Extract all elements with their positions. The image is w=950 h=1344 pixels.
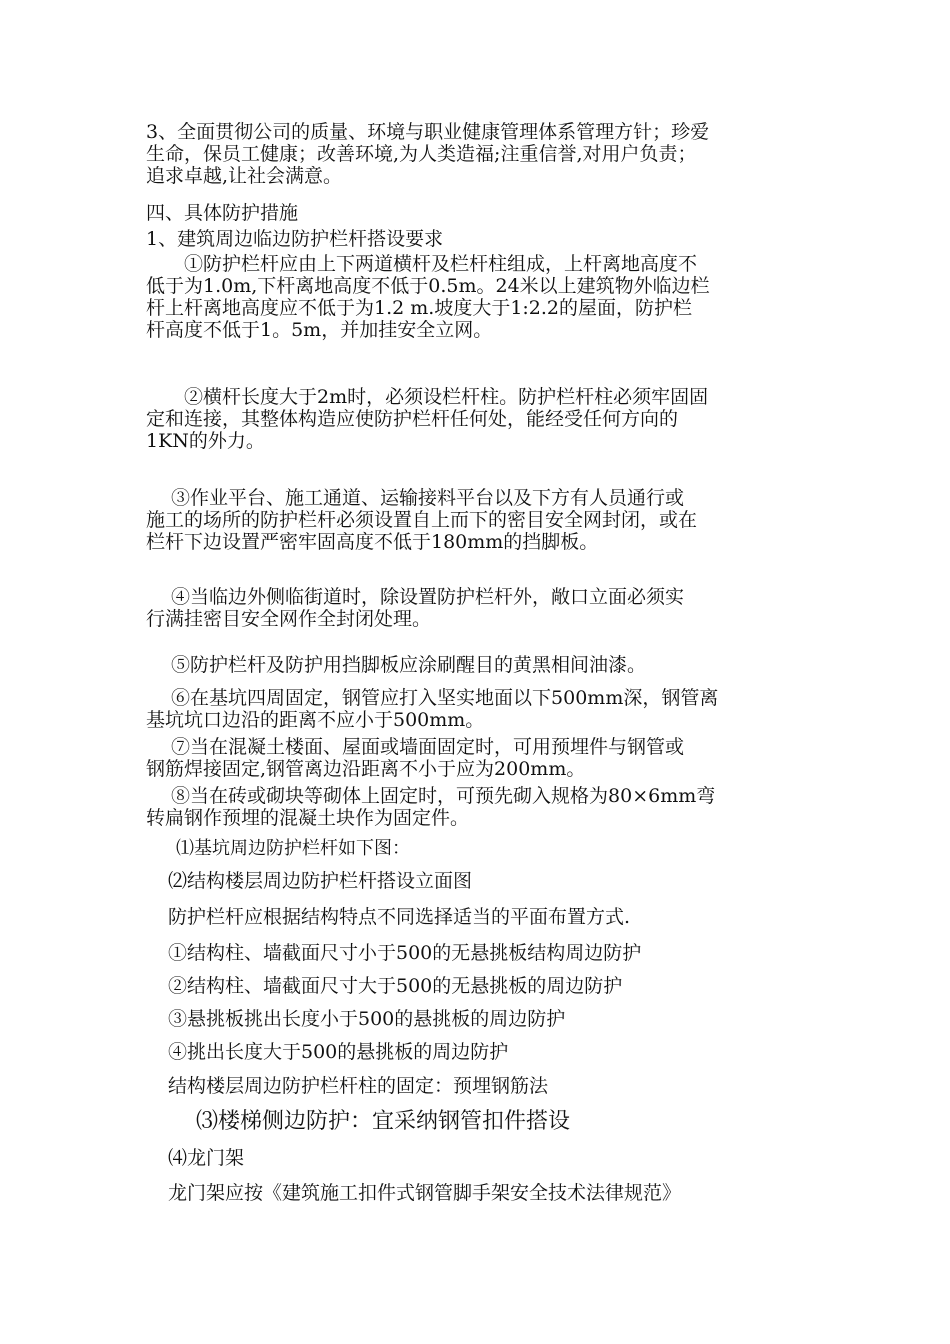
- text-line: 转扁钢作预埋的混凝土块作为固定件。: [146, 806, 470, 829]
- paragraph-item-3: [146, 482, 826, 553]
- paragraph-item-2: [146, 381, 826, 452]
- text-line: 钢筋焊接固定,钢管离边沿距离不小于应为200mm。: [146, 757, 586, 780]
- paragraph-item-5: ⑤防护栏杆及防护用挡脚板应涂刷醒目的黄黑相间油漆。: [146, 654, 647, 676]
- text-line: ⑦当在混凝土楼面、屋面或墙面固定时，可用预埋件与钢管或: [146, 736, 685, 758]
- paragraph-item-6: [146, 686, 826, 730]
- gantry-note: 龙门架应按《建筑施工扣件式钢管脚手架安全技术法律规范》: [168, 1182, 682, 1204]
- text-line: 施工的场所的防护栏杆必须设置自上而下的密目安全网封闭，或在: [146, 508, 698, 531]
- text-line: ③作业平台、施工通道、运输接料平台以及下方有人员通行或: [146, 487, 685, 509]
- text-line: ②横杆长度大于2m时，必须设栏杆柱。防护栏杆柱必须牢固固: [146, 386, 709, 408]
- text-line: ④当临边外侧临街道时，除设置防护栏杆外，敞口立面必须实: [146, 586, 685, 608]
- text-line: 行满挂密目安全网作全封闭处理。: [146, 607, 432, 630]
- text-line: 3、全面贯彻公司的质量、环境与职业健康管理体系管理方针；珍爱: [146, 121, 710, 143]
- layout-note: 防护栏杆应根据结构特点不同选择适当的平面布置方式.: [168, 906, 631, 928]
- text-line: 杆上杆离地高度应不低于为1.2 m.坡度大于1:2.2的屋面，防护栏: [146, 296, 693, 319]
- text-line: 追求卓越,让社会满意。: [146, 164, 343, 187]
- paragraph-item-8: [146, 784, 826, 828]
- subitem-stair-protection: ⑶楼梯侧边防护：宜采纳钢管扣件搭设: [196, 1109, 571, 1134]
- paragraph-item-4: [146, 581, 826, 630]
- section-heading: 四、具体防护措施: [146, 202, 299, 224]
- subitem-structure-elevation: ⑵结构楼层周边防护栏杆搭设立面图: [168, 870, 473, 892]
- text-line: 生命，保员工健康；改善环境,为人类造福;注重信誉,对用户负责；: [146, 142, 697, 165]
- text-line: ①防护栏杆应由上下两道横杆及栏杆柱组成，上杆离地高度不: [146, 253, 698, 275]
- text-line: 基坑坑口边沿的距离不应小于500mm。: [146, 708, 485, 731]
- text-line: ⑧当在砖或砌块等砌体上固定时，可预先砌入规格为80×6mm弯: [146, 785, 716, 807]
- layout-option-2: ②结构柱、墙截面尺寸大于500的无悬挑板的周边防护: [168, 975, 623, 997]
- subitem-gantry: ⑷龙门架: [168, 1147, 245, 1169]
- paragraph-item-7: [146, 735, 826, 779]
- text-line: 低于为1.0m,下杆离地高度不低于0.5m。24米以上建筑物外临边栏: [146, 274, 710, 297]
- text-line: 栏杆下边设置严密牢固高度不低于180mm的挡脚板。: [146, 530, 599, 553]
- layout-option-3: ③悬挑板挑出长度小于500的悬挑板的周边防护: [168, 1008, 566, 1030]
- text-line: 定和连接，其整体构造应使防护栏杆任何处，能经受任何方向的: [146, 407, 679, 430]
- subitem-foundation-pit: ⑴基坑周边防护栏杆如下图：: [158, 838, 410, 859]
- layout-option-1: ①结构柱、墙截面尺寸小于500的无悬挑板结构周边防护: [168, 942, 642, 964]
- text-line: 1KN的外力。: [146, 429, 265, 452]
- subsection-heading: 1、建筑周边临边防护栏杆搭设要求: [146, 228, 444, 250]
- post-fixing-note: 结构楼层周边防护栏杆柱的固定：预埋钢筋法: [168, 1075, 549, 1097]
- paragraph-item-1: [146, 248, 826, 341]
- layout-option-4: ④挑出长度大于500的悬挑板的周边防护: [168, 1041, 509, 1063]
- text-line: 杆高度不低于1。5m，并加挂安全立网。: [146, 318, 493, 341]
- text-line: ⑥在基坑四周固定，钢管应打入坚实地面以下500mm深，钢管离: [146, 687, 719, 709]
- paragraph-policy: [146, 120, 826, 186]
